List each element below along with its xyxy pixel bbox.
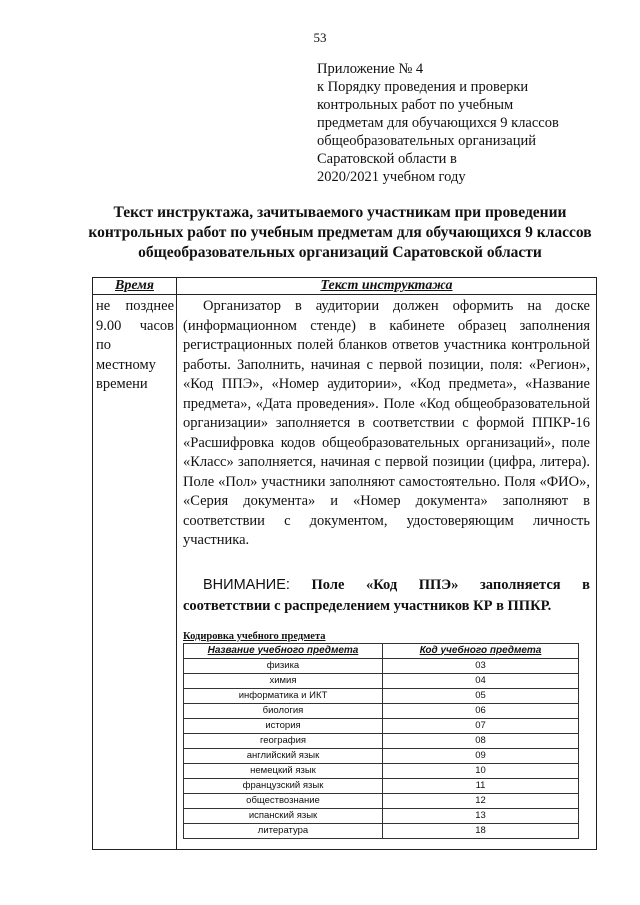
instruction-table-header bbox=[93, 278, 597, 295]
table-row bbox=[184, 793, 579, 808]
subject-name: физика bbox=[184, 658, 383, 673]
time-word: часов bbox=[139, 317, 174, 334]
time-cell bbox=[93, 295, 177, 850]
table-row bbox=[184, 658, 579, 673]
table-row bbox=[184, 823, 579, 838]
subject-name: биология bbox=[184, 703, 383, 718]
subject-name: французский язык bbox=[184, 778, 383, 793]
attention-lead: ВНИМАНИЕ: bbox=[203, 576, 290, 593]
table-row bbox=[184, 763, 579, 778]
time-word: по bbox=[96, 337, 112, 353]
table-row bbox=[184, 673, 579, 688]
subject-name: информатика и ИКТ bbox=[184, 688, 383, 703]
subject-code: 03 bbox=[383, 658, 579, 673]
subject-code: 04 bbox=[383, 673, 579, 688]
appendix-header bbox=[317, 60, 617, 186]
subject-code: 18 bbox=[383, 823, 579, 838]
subject-name: обществознание bbox=[184, 793, 383, 808]
time-word: позднее bbox=[125, 298, 174, 314]
subject-code: 13 bbox=[383, 808, 579, 823]
document-title bbox=[60, 203, 620, 263]
subject-name: испанский язык bbox=[184, 808, 383, 823]
appendix-line: Саратовской области в bbox=[317, 151, 457, 167]
appendix-line: общеобразовательных организаций bbox=[317, 133, 536, 149]
instruction-table bbox=[92, 277, 597, 850]
subject-code: 08 bbox=[383, 733, 579, 748]
table-row bbox=[184, 688, 579, 703]
subject-name: химия bbox=[184, 673, 383, 688]
subject-code: 06 bbox=[383, 703, 579, 718]
appendix-line: к Порядку проведения и проверки bbox=[317, 79, 529, 95]
subject-name: немецкий язык bbox=[184, 763, 383, 778]
time-word: местному bbox=[96, 356, 156, 373]
subject-code: 11 bbox=[383, 778, 579, 793]
table-row bbox=[184, 733, 579, 748]
subject-code-table bbox=[183, 643, 579, 839]
table-row bbox=[184, 778, 579, 793]
subject-code-caption: Кодировка учебного предмета bbox=[183, 630, 326, 642]
table-row bbox=[184, 748, 579, 763]
table-row bbox=[184, 808, 579, 823]
attention-paragraph bbox=[183, 575, 590, 617]
time-word: не bbox=[96, 298, 111, 314]
subject-name-header: Название учебного предмета bbox=[184, 643, 383, 658]
table-row bbox=[184, 703, 579, 718]
subject-code-header: Код учебного предмета bbox=[383, 643, 579, 658]
subject-name: география bbox=[184, 733, 383, 748]
subject-code: 09 bbox=[383, 748, 579, 763]
subject-code: 12 bbox=[383, 793, 579, 808]
time-column-header: Время bbox=[93, 278, 177, 295]
title-line: контрольных работ по учебным предметам для обучающихся 9 классов bbox=[88, 224, 592, 241]
subject-code: 07 bbox=[383, 718, 579, 733]
subject-name: история bbox=[184, 718, 383, 733]
title-line: Текст инструктажа, зачитываемого участникам при проведении bbox=[113, 204, 567, 221]
time-word: 9.00 bbox=[96, 317, 122, 334]
instruction-text-cell bbox=[177, 295, 597, 850]
title-line: общеобразовательных организаций Саратовской области bbox=[138, 244, 542, 261]
instruction-paragraph: Организатор в аудитории должен оформить на доске (информационном стенде) в кабинете образец заполнения регистрационных полей бланков ответов участника контрольной работы. Заполнить, начиная с первой позиции, поля: «Регион», «Код ППЭ», «Номер аудитории», «Код предмета», «Название предмета», «Дата проведения». Поле «Код общеобразовательной организации» заполняется в соответствии с формой ППКР-16 «Расшифровка кодов общеобразовательных организаций», поле «Класс» заполняется, начиная с первой позиции (цифра, литера). Поле «Пол» участники заполняют самостоятельно. Поля «ФИО», «Серия документа» и «Номер документа» заполняют в соответствии с документом, удостоверяющим личность участника. bbox=[183, 298, 590, 548]
table-row bbox=[184, 718, 579, 733]
appendix-line: 2020/2021 учебном году bbox=[317, 169, 466, 185]
page-number: 53 bbox=[313, 30, 327, 45]
subject-name: английский язык bbox=[184, 748, 383, 763]
time-word: времени bbox=[96, 376, 148, 392]
text-column-header: Текст инструктажа bbox=[177, 278, 597, 295]
appendix-line: предметам для обучающихся 9 классов bbox=[317, 115, 559, 131]
subject-code: 05 bbox=[383, 688, 579, 703]
subject-code-header-row bbox=[184, 643, 579, 658]
subject-code: 10 bbox=[383, 763, 579, 778]
attention-text: Поле «Код ППЭ» заполняется в соответствии с распределением участников КР в ППКР. bbox=[183, 576, 591, 614]
appendix-line: контрольных работ по учебным bbox=[317, 97, 514, 113]
instruction-table-row bbox=[93, 295, 597, 850]
appendix-line: Приложение № 4 bbox=[317, 61, 424, 77]
subject-name: литература bbox=[184, 823, 383, 838]
